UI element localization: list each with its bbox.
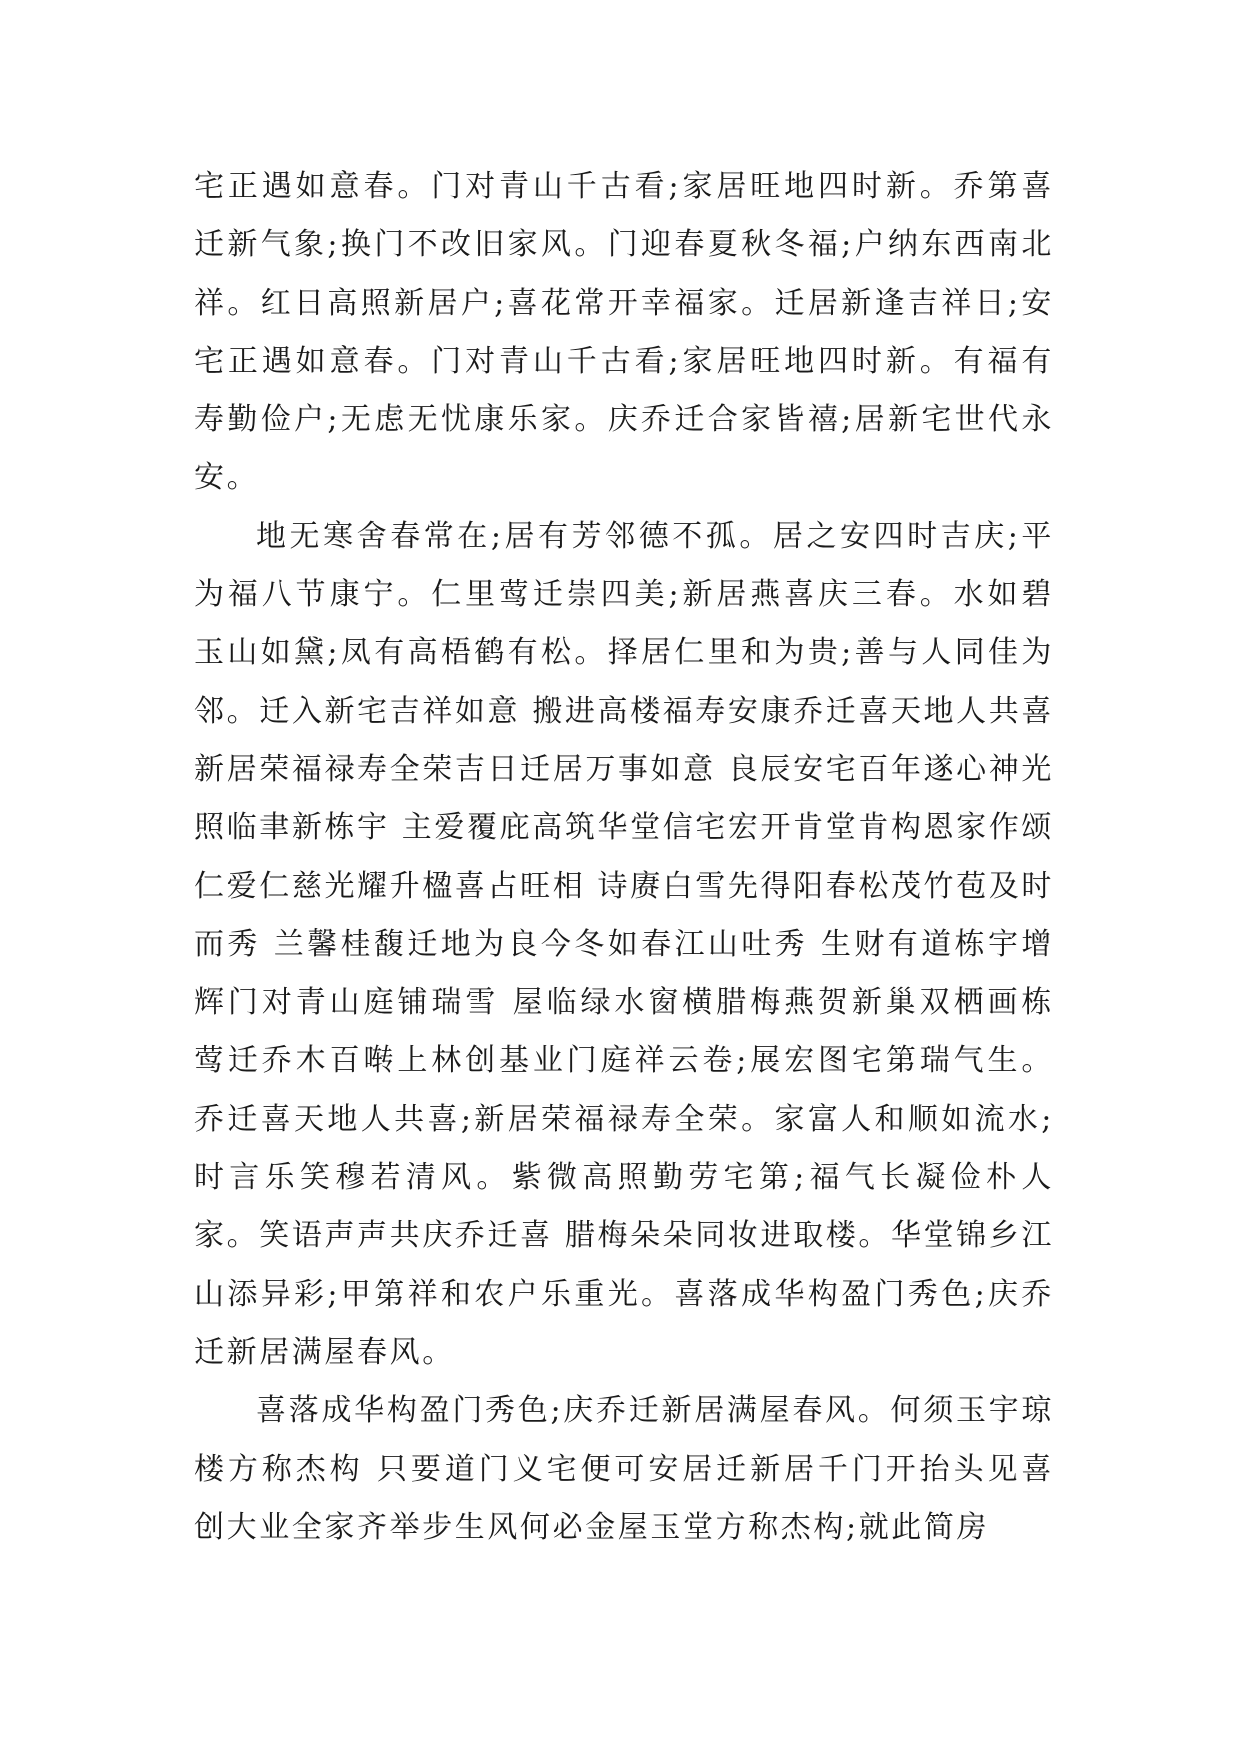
paragraph-1: 宅正遇如意春。门对青山千古看;家居旺地四时新。乔第喜迁新气象;换门不改旧家风。门迎春夏秋冬福;户纳东西南北祥。红日高照新居户;喜花常开幸福家。迁居新逢吉祥日;安宅正遇如意春。门对青山千古看;家居旺地四时新。有福有寿勤俭户;无虑无忧康乐家。庆乔迁合家皆禧;居新宅世代永安。 — [194, 169, 1054, 496]
paragraph-2: 地无寒舍春常在;居有芳邻德不孤。居之安四时吉庆;平为福八节康宁。仁里莺迁崇四美;新居燕喜庆三春。水如碧玉山如黛;凤有高梧鹤有松。择居仁里和为贵;善与人同佳为邻。迁入新宅吉祥如意 搬进高楼福寿安康乔迁喜天地人共喜 新居荣福禄寿全荣吉日迁居万事如意 良辰安宅百年遂心神光照临聿新栋宇 主爱覆庇高筑华堂信宅宏开肯堂肯构恩家作颂仁爱仁慈光耀升楹喜占旺相 诗赓白雪先得阳春松茂竹苞及时而秀 兰馨桂馥迁地为良今冬如春江山吐秀 生财有道栋宇增辉门对青山庭铺瑞雪 屋临绿水窗横腊梅燕贺新巢双栖画栋 莺迁乔木百啭上林创基业门庭祥云卷;展宏图宅第瑞气生。乔迁喜天地人共喜;新居荣福禄寿全荣。家富人和顺如流水;时言乐笑穆若清风。紫微高照勤劳宅第;福气长凝俭朴人家。笑语声声共庆乔迁喜 腊梅朵朵同妆进取楼。华堂锦乡江山添异彩;甲第祥和农户乐重光。喜落成华构盈门秀色;庆乔迁新居满屋春风。 — [194, 518, 1054, 1370]
document-body — [194, 158, 1054, 1557]
paragraph-3: 喜落成华构盈门秀色;庆乔迁新居满屋春风。何须玉宇琼楼方称杰构 只要道门义宅便可安居迁新居千门开抬头见喜 创大业全家齐举步生风何必金屋玉堂方称杰构;就此简房 — [194, 1393, 1054, 1545]
